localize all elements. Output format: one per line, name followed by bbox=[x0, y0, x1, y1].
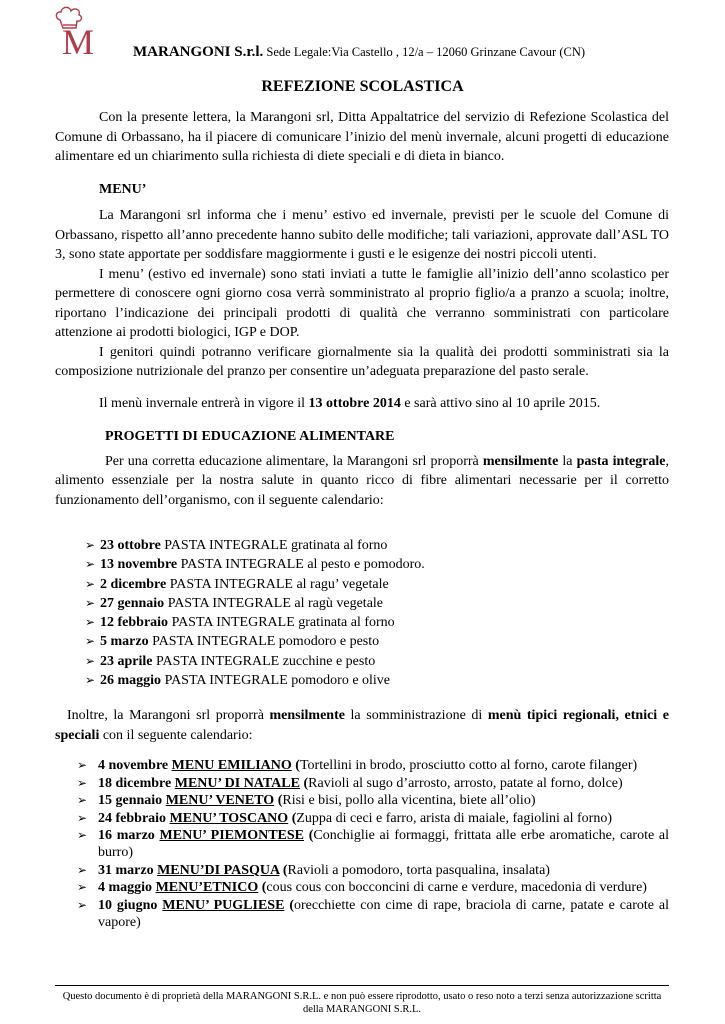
menu-description: Zuppa di ceci e farro, arista di maiale, fagiolini al forno) bbox=[296, 810, 613, 826]
arrow-bullet-icon: ➢ bbox=[85, 634, 96, 649]
footer-divider bbox=[55, 985, 669, 986]
pasta-date: 5 marzo bbox=[100, 634, 149, 650]
projects-text: Per una corretta educazione alimentare, la Marangoni srl proporrà bbox=[105, 453, 483, 469]
pasta-text: PASTA INTEGRALE zucchine e pesto bbox=[152, 653, 376, 669]
menu-date: 31 marzo bbox=[98, 862, 154, 878]
inoltre-bold: mensilmente bbox=[269, 708, 345, 724]
company-line bbox=[133, 44, 585, 61]
pasta-calendar-list bbox=[85, 536, 669, 690]
pasta-date: 12 febbraio bbox=[100, 615, 169, 631]
arrow-bullet-icon: ➢ bbox=[85, 653, 96, 668]
list-item bbox=[85, 575, 669, 594]
projects-text: la bbox=[558, 453, 577, 469]
menu-sep: ( bbox=[258, 880, 267, 896]
themed-menu-list bbox=[77, 757, 669, 931]
page-title: REFEZIONE SCOLASTICA bbox=[261, 78, 464, 95]
menu-description: Risi e bisi, pollo alla vicentina, biete all’olio) bbox=[282, 793, 536, 809]
menu-name: MENU’ DI NATALE bbox=[174, 775, 300, 791]
menu-heading: MENU’ bbox=[99, 181, 147, 197]
pasta-date: 23 ottobre bbox=[100, 538, 161, 553]
menu-date: 18 dicembre bbox=[98, 775, 172, 791]
inoltre-paragraph bbox=[55, 706, 669, 745]
menu-name: MENU’ PUGLIESE bbox=[162, 897, 285, 913]
menu-name: MENU’DI PASQUA bbox=[157, 862, 280, 878]
menu-sep: ( bbox=[304, 828, 314, 843]
pasta-text: PASTA INTEGRALE al ragù vegetale bbox=[164, 595, 384, 611]
pasta-text: PASTA INTEGRALE al pesto e pomodoro. bbox=[177, 557, 425, 573]
pasta-text: PASTA INTEGRALE al ragu’ vegetale bbox=[166, 576, 389, 592]
letter-body bbox=[55, 108, 669, 931]
arrow-bullet-icon: ➢ bbox=[77, 793, 88, 808]
pasta-text: PASTA INTEGRALE pomodoro e olive bbox=[161, 673, 391, 689]
arrow-bullet-icon: ➢ bbox=[85, 615, 96, 630]
list-item bbox=[85, 594, 669, 613]
menu-description: Ravioli a pomodoro, torta pasqualina, insalata) bbox=[287, 862, 550, 878]
menu-date: 4 novembre bbox=[98, 758, 169, 774]
menu-date: 4 maggio bbox=[98, 880, 153, 896]
list-item bbox=[77, 775, 669, 792]
menu-description: Conchiglie ai formaggi, frittata alle erbe aromatiche, carote al burro) bbox=[98, 828, 670, 861]
menu-description: cous cous con bocconcini di carne e verdure, macedonia di verdure) bbox=[266, 880, 647, 896]
pasta-date: 27 gennaio bbox=[100, 595, 165, 611]
projects-paragraph bbox=[55, 452, 669, 511]
list-item bbox=[77, 827, 669, 862]
projects-heading: PROGETTI DI EDUCAZIONE ALIMENTARE bbox=[105, 429, 395, 444]
list-item bbox=[77, 879, 669, 896]
pasta-text: PASTA INTEGRALE pomodoro e pesto bbox=[148, 634, 380, 650]
menu-sep: ( bbox=[288, 810, 297, 826]
inoltre-text: Inoltre, la Marangoni srl proporrà bbox=[67, 708, 270, 724]
arrow-bullet-icon: ➢ bbox=[77, 810, 88, 825]
menu-sep: ( bbox=[299, 775, 309, 791]
arrow-bullet-icon: ➢ bbox=[77, 880, 88, 895]
menu-description: Ravioli al sugo d’arrosto, arrosto, patate al forno, dolce) bbox=[308, 775, 623, 791]
inoltre-text: la somministrazione di bbox=[344, 708, 488, 724]
footer-notice: Questo documento è di proprietà della MARANGONI S.R.L. e non può essere riprodotto, usato o reso noto a terzi senza autorizzazione scritta della MARANGONI S.R.L. bbox=[62, 991, 662, 1015]
menu-paragraph: I genitori quindi potranno verificare giornalmente sia la qualità dei prodotti somministrati sia la composizione nutrizionale del pranzo per consentire un’adeguata preparazione del pasto serale. bbox=[55, 344, 669, 379]
pasta-date: 23 aprile bbox=[100, 653, 153, 669]
list-item bbox=[85, 632, 669, 651]
menu-name: MENU’ VENETO bbox=[165, 793, 275, 809]
menu-paragraph: I menu’ (estivo ed invernale) sono stati inviati a tutte le famiglie all’inizio dell’anno scolastico per permettere di conoscere ogni giorno cosa verrà somministrato al proprio figlio/a a pranzo a scuola; inoltre, riportano l’indicazione dei principali prodotti di qualità che verranno somministrati con particolare attenzione ai prodotti biologici, IGP e DOP. bbox=[55, 266, 669, 340]
inoltre-bold: menù tipici regionali, etnici e speciali bbox=[55, 708, 670, 743]
logo-letter: M bbox=[62, 22, 95, 60]
menu-date: 15 gennaio bbox=[98, 793, 163, 809]
list-item bbox=[85, 613, 669, 632]
projects-bold: pasta integrale bbox=[576, 453, 666, 469]
menu-sep: ( bbox=[274, 793, 283, 809]
menu-name: MENU’ETNICO bbox=[155, 880, 259, 896]
arrow-bullet-icon: ➢ bbox=[85, 557, 96, 572]
menu-date: 16 marzo bbox=[98, 828, 155, 843]
list-item bbox=[77, 897, 669, 932]
intro-paragraph: Con la presente lettera, la Marangoni srl, Ditta Appaltatrice del servizio di Refezione Scolastica del Comune di Orbassano, ha il piacere di comunicare l’inizio del menù invernale, alcuni progetti di educazione alimentare ed un chiarimento sulla richiesta di diete speciali e di dieta in bianco. bbox=[55, 110, 669, 164]
inoltre-text: con il seguente calendario: bbox=[99, 727, 253, 743]
arrow-bullet-icon: ➢ bbox=[77, 897, 88, 912]
list-item bbox=[77, 810, 669, 827]
menu-description: orecchiette con cime di rape, braciola di carne, patate e carote al vapore) bbox=[98, 897, 669, 931]
menu-name: MENU EMILIANO bbox=[171, 758, 292, 774]
menu-date: 10 giugno bbox=[98, 897, 158, 913]
menu-name: MENU’ TOSCANO bbox=[169, 810, 289, 826]
arrow-bullet-icon: ➢ bbox=[77, 862, 88, 877]
menu-sep: ( bbox=[291, 758, 300, 774]
arrow-bullet-icon: ➢ bbox=[77, 828, 88, 842]
arrow-bullet-icon: ➢ bbox=[85, 576, 96, 591]
projects-text: , alimento essenziale per la nostra salute in quanto ricco di fibre alimentari necessarie per il corretto funzionamento dell’organismo, con il seguente calendario: bbox=[55, 453, 670, 508]
company-name: MARANGONI S.r.l. bbox=[133, 44, 264, 60]
list-item bbox=[77, 757, 669, 774]
pasta-date: 2 dicembre bbox=[100, 576, 167, 592]
winter-menu-sentence bbox=[55, 394, 669, 414]
chef-hat-logo bbox=[52, 4, 104, 60]
list-item bbox=[85, 652, 669, 671]
list-item bbox=[77, 792, 669, 809]
winter-menu-text: e sarà attivo sino al 10 aprile 2015. bbox=[400, 395, 601, 411]
pasta-date: 13 novembre bbox=[100, 557, 178, 573]
letterhead bbox=[52, 4, 692, 64]
menu-description: Tortellini in brodo, prosciutto cotto al forno, carote filanger) bbox=[299, 758, 638, 774]
projects-bold: mensilmente bbox=[482, 453, 559, 469]
pasta-text: PASTA INTEGRALE gratinata al forno bbox=[168, 615, 395, 631]
menu-name: MENU’ PIEMONTESE bbox=[159, 828, 304, 843]
list-item bbox=[77, 862, 669, 879]
menu-paragraph: La Marangoni srl informa che i menu’ estivo ed invernale, previsti per le scuole del Comune di Orbassano, rispetto all’anno precedente hanno subito delle modifiche; tali variazioni, approvate dall’ASL TO 3, sono state apportate per soddisfare maggiormente i gusti e le esigenze dei nostri piccoli utenti. bbox=[55, 208, 669, 262]
arrow-bullet-icon: ➢ bbox=[85, 538, 96, 552]
list-item bbox=[85, 671, 669, 690]
company-address: Sede Legale:Via Castello , 12/a – 12060 Grinzane Cavour (CN) bbox=[266, 45, 586, 59]
winter-menu-text: Il menù invernale entrerà in vigore il bbox=[99, 395, 309, 411]
arrow-bullet-icon: ➢ bbox=[85, 595, 96, 610]
arrow-bullet-icon: ➢ bbox=[77, 775, 88, 790]
menu-sep: ( bbox=[284, 897, 294, 913]
arrow-bullet-icon: ➢ bbox=[85, 673, 96, 688]
list-item bbox=[85, 555, 669, 574]
pasta-text: PASTA INTEGRALE gratinata al forno bbox=[160, 538, 388, 553]
arrow-bullet-icon: ➢ bbox=[77, 758, 88, 773]
list-item bbox=[85, 536, 669, 555]
menu-sep: ( bbox=[279, 862, 288, 878]
winter-menu-date: 13 ottobre 2014 bbox=[308, 395, 401, 411]
menu-date: 24 febbraio bbox=[98, 810, 167, 826]
pasta-date: 26 maggio bbox=[100, 673, 162, 689]
